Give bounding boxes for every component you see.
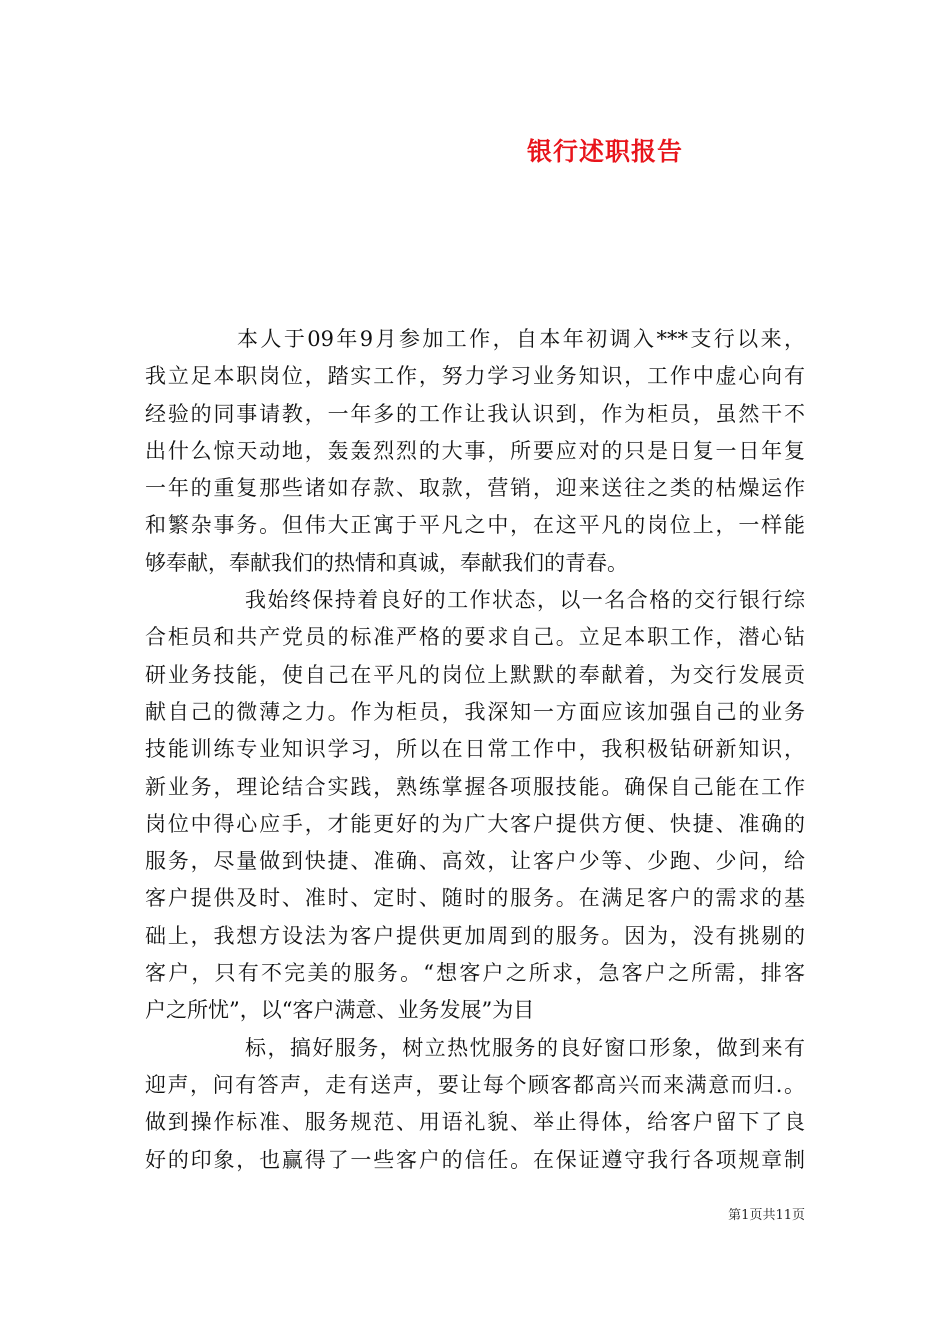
text-line: 客户，只有不完美的服务。“想客户之所求，急客户之所需，排客 [145, 961, 805, 986]
text-line: 岗位中得心应手，才能更好的为广大客户提供方便、快捷、准确的 [145, 811, 805, 836]
text-line: 经验的同事请教，一年多的工作让我认识到，作为柜员，虽然干不 [145, 401, 805, 426]
text-line: 做到操作标准、服务规范、用语礼貌、举止得体，给客户留下了良 [145, 1110, 805, 1135]
text-line: 户之所忧”，以“客户满意、业务发展”为目 [145, 998, 535, 1023]
text-line: 技能训练专业知识学习，所以在日常工作中，我积极钻研新知识， [145, 737, 805, 762]
text-line: 够奉献，奉献我们的热情和真诚，奉献我们的青春。 [145, 550, 628, 575]
document-body [145, 321, 805, 1179]
text-line: 迎声，问有答声，走有送声，要让每个顾客都高兴而来满意而归.。 [145, 1072, 805, 1097]
text-line: 服务，尽量做到快捷、准确、高效，让客户少等、少跑、少问，给 [145, 849, 805, 874]
document-title: 银行述职报告 [527, 137, 684, 166]
text-line: 本人于09年9月参加工作，自本年初调入***支行以来， [237, 327, 805, 351]
text-line: 标，搞好服务，树立热忱服务的良好窗口形象，做到来有 [245, 1035, 805, 1060]
text-line: 客户提供及时、准时、定时、随时的服务。在满足客户的需求的基 [145, 886, 805, 911]
text-line: 我立足本职岗位，踏实工作，努力学习业务知识，工作中虚心向有 [145, 364, 805, 389]
text-line: 出什么惊天动地，轰轰烈烈的大事，所要应对的只是日复一日年复 [145, 438, 805, 463]
text-line: 和繁杂事务。但伟大正寓于平凡之中，在这平凡的岗位上，一样能 [145, 513, 805, 538]
page-number: 第1页共11页 [728, 1208, 805, 1223]
text-line: 好的印象，也赢得了一些客户的信任。在保证遵守我行各项规章制 [145, 1147, 805, 1172]
text-line: 研业务技能，使自己在平凡的岗位上默默的奉献着，为交行发展贡 [145, 662, 805, 687]
text-line: 献自己的微薄之力。作为柜员，我深知一方面应该加强自己的业务 [145, 699, 805, 724]
text-line: 新业务，理论结合实践，熟练掌握各项服技能。确保自己能在工作 [145, 774, 805, 799]
text-line: 合柜员和共产党员的标准严格的要求自己。立足本职工作，潜心钻 [145, 625, 805, 650]
text-line: 我始终保持着良好的工作状态，以一名合格的交行银行综 [245, 588, 805, 613]
text-line: 一年的重复那些诸如存款、取款，营销，迎来送往之类的枯燥运作 [145, 476, 805, 501]
text-line: 础上，我想方设法为客户提供更加周到的服务。因为，没有挑剔的 [145, 923, 805, 948]
